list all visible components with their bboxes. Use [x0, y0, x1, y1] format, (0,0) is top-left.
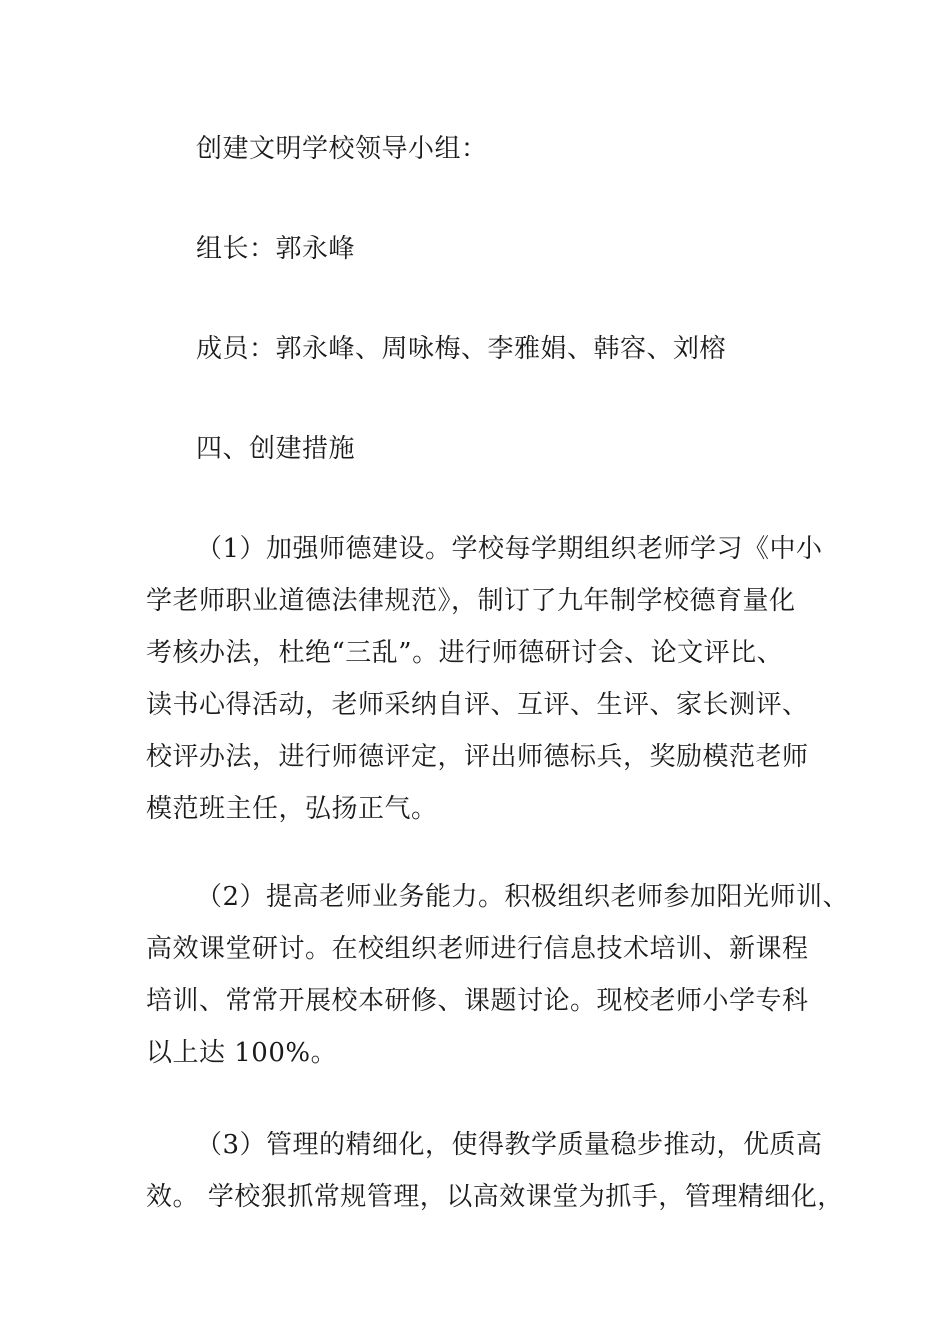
- group-members: 成员：郭永峰、周咏梅、李雅娟、韩容、刘榕: [196, 334, 727, 364]
- section-heading: 四、创建措施: [196, 434, 356, 464]
- paragraph-2-line-1: （2）提高老师业务能力。积极组织老师参加阳光师训、: [196, 882, 850, 912]
- group-leader: 组长：郭永峰: [196, 234, 356, 264]
- paragraph-2-line-4: 以上达 100%。: [146, 1038, 338, 1068]
- paragraph-1-line-5: 校评办法，进行师德评定，评出师德标兵，奖励模范老师: [146, 742, 809, 772]
- paragraph-1-line-3: 考核办法，杜绝“三乱”。进行师德研讨会、论文评比、: [146, 638, 784, 668]
- group-title: 创建文明学校领导小组：: [196, 134, 488, 164]
- paragraph-2-line-2: 高效课堂研讨。在校组织老师进行信息技术培训、新课程: [146, 934, 809, 964]
- paragraph-1-line-6: 模范班主任，弘扬正气。: [146, 794, 438, 824]
- paragraph-3-line-2: 效。 学校狠抓常规管理，以高效课堂为抓手，管理精细化，: [146, 1182, 844, 1212]
- paragraph-2-line-3: 培训、常常开展校本研修、课题讨论。现校老师小学专科: [146, 986, 809, 1016]
- paragraph-1-line-4: 读书心得活动，老师采纳自评、互评、生评、家长测评、: [146, 690, 809, 720]
- paragraph-1-line-2: 学老师职业道德法律规范》，制订了九年制学校德育量化: [146, 586, 796, 616]
- paragraph-3-line-1: （3）管理的精细化，使得教学质量稳步推动，优质高: [196, 1130, 823, 1160]
- paragraph-1-line-1: （1）加强师德建设。学校每学期组织老师学习《中小: [196, 534, 823, 564]
